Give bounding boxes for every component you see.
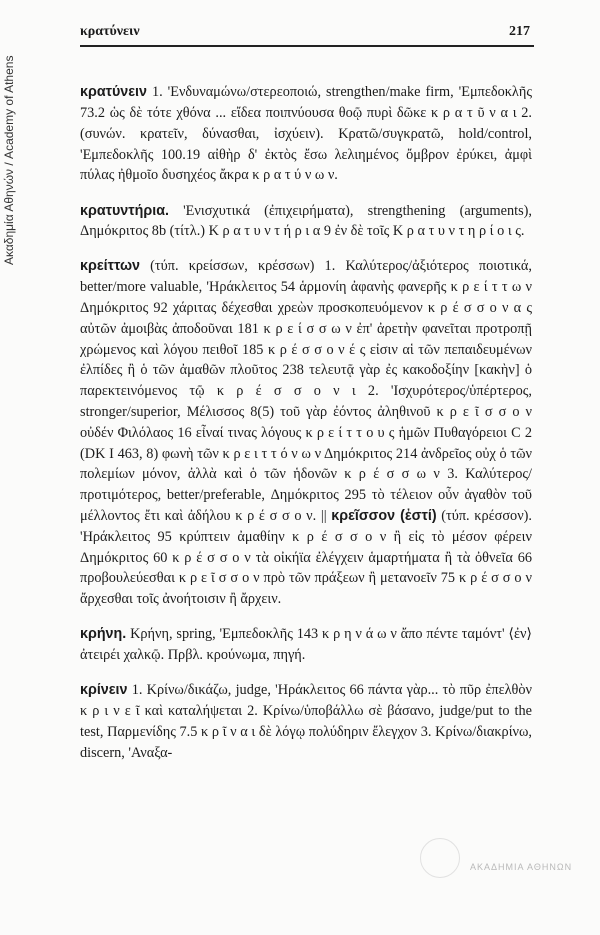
entry-subheading: κρεῖσσον (ἐστί)	[331, 508, 437, 525]
entry-kratynein	[80, 82, 532, 186]
entry-lemma: κρείττων	[80, 258, 140, 275]
entry-krinein	[80, 680, 532, 763]
page-number: 217	[509, 24, 530, 39]
academy-seal-watermark	[420, 838, 460, 878]
entry-lemma: κρίνειν	[80, 682, 128, 699]
entry-text: 'Ενισχυτικά (ἐπιχειρήματα), strengthening (arguments), Δημόκριτος 8b (τίτλ.) Κ ρ α τ υ ν τ ή ρ ι α 9 ἐν δὲ τοῖς Κ ρ α τ υ ν τ η ρ ί ο ι ς.	[80, 202, 532, 240]
entry-text: 1. Κρίνω/δικάζω, judge, 'Ηράκλειτος 66 πάντα γὰρ... τὸ πῦρ ἐπελθὸν κ ρ ι ν ε ῖ καὶ καταλήψεται 2. Κρίνω/ὑποβάλλω σὲ βάσανο, judge/put to the test, Παρμενίδης 7.5 κ ρ ῖ ν α ι δὲ λόγῳ πολύδηριν ἔλεγχον 3. Κρίνω/διακρίνω, discern, 'Αναξα-	[80, 682, 532, 761]
entry-text-continued: (τύπ. κρέσσον). 'Ηράκλειτος 95 κρύπτειν ἀμαθίην κ ρ έ σ σ ο ν ἢ εἰς τὸ μέσον φέρειν Δημόκριτος 60 κ ρ έ σ σ ο ν τὰ οἰκήϊα ἐλέγχειν ἁμαρτήματα ἢ τὰ ὀθνεῖα 66 προβουλεύεσθαι κ ρ ε ῖ σ σ ο ν πρὸ τῶν πράξεων ἢ μετανοεῖν 75 κ ρ έ σ σ ο ν ἄρχεσθαι τοῖς ἀνοήτοισιν ἢ ἄρχειν.	[80, 508, 532, 608]
archive-watermark-vertical: Ακαδημία Αθηνών / Academy of Athens	[2, 55, 16, 265]
academy-watermark-text: ΑΚΑΔΗΜΙΑ ΑΘΗΝΩΝ	[470, 862, 573, 872]
entry-text: 1. 'Ενδυναμώνω/στερεοποιώ, strengthen/make firm, 'Εμπεδοκλῆς 73.2 ὡς δὲ τότε χθόνα ... εἴδεα ποιπνύουσα θοῷ πυρὶ δῶκε κ ρ α τ ῦ ν α ι 2. (συνών. κρατεῖν, δύνασθαι, ἰσχύειν). Κρατῶ/συγκρατῶ, hold/control, 'Εμπεδοκλῆς 100.19 αἰθὴρ δ' ἐκτὸς ἔσω λελιημένος ὄμβρον ἐρύκει, ἀμφὶ πύλας ἠθμοῖο δυσηχέος ἄκρα κ ρ α τ ύ ν ω ν.	[80, 84, 532, 184]
entry-krene	[80, 624, 532, 666]
header-rule	[80, 45, 534, 47]
entry-kratynteria	[80, 201, 532, 243]
entry-text: (τύπ. κρείσσων, κρέσσων) 1. Καλύτερος/ἀξιότερος ποιοτικά, better/more valuable, 'Ηράκλειτος 54 ἁρμονίη ἀφανὴς φανερῆς κ ρ ε ί τ τ ω ν Δημόκριτος 92 χάριτας δέχεσθαι χρεὼν προσκοπευόμενον κ ρ έ σ σ ο ν α ς αὐτῶν ἀμοιβὰς ἀποδοῦναι 181 κ ρ ε ί σ σ ω ν ἐπ' ἀρετὴν φανεῖται προτροπῇ χρώμενος καὶ λόγου πειθοῖ 185 κ ρ έ σ σ ο ν έ ς εἰσιν αἱ τῶν πεπαιδευμένων ἐλπίδες ἢ ὁ τῶν ἀμαθῶν πλοῦτος 238 τελευτᾷ γὰρ ἐς κακοδοξίην [κακὴν] ὁ παρεκτεινόμενος τῷ κ ρ έ σ σ ο ν ι 2. 'Ισχυρότερος/ὑπέρτερος, stronger/superior, Μέλισσος 8(5) τοῦ γὰρ ἐόντος ἀληθινοῦ κ ρ ε ῖ σ σ ο ν οὐδέν Φιλόλαος 16 εἶναί τινας λόγους κ ρ ε ί τ τ ο υ ς ἡμῶν Πυθαγόρειοι C 2 (DK I 463, 8) φωνὴ τῶν κ ρ ε ι τ τ ό ν ω ν Δημόκριτος 214 ἀνδρεῖος οὐχ ὁ τῶν πολεμίων μόνον, ἀλλὰ καὶ ὁ τῶν ἡδονῶν κ ρ έ σ σ ω ν 3. Καλύτερος/προτιμότερος, better/preferable, Δημόκριτος 295 τὸ τέλειον οὖν ἀγαθὸν τοῦ μέλλοντος ἔτι καὶ ἀδήλου κ ρ έ σ σ ο ν. ||	[80, 258, 532, 525]
entry-lemma: κρατυντήρια.	[80, 202, 169, 219]
page-header	[80, 22, 530, 42]
entry-lemma: κρήνη.	[80, 626, 127, 643]
entry-lemma: κρατύνειν	[80, 84, 147, 101]
dictionary-body	[80, 68, 532, 925]
running-head: κρατύνειν	[80, 24, 140, 39]
entry-text: Κρήνη, spring, 'Εμπεδοκλῆς 143 κ ρ η ν ά ω ν ἄπο πέντε ταμόντ' ⟨ἐν⟩ ἀτειρέι χαλκῷ. Πρβλ. κρούνωμα, πηγή.	[80, 626, 532, 664]
entry-kreitton	[80, 256, 532, 610]
